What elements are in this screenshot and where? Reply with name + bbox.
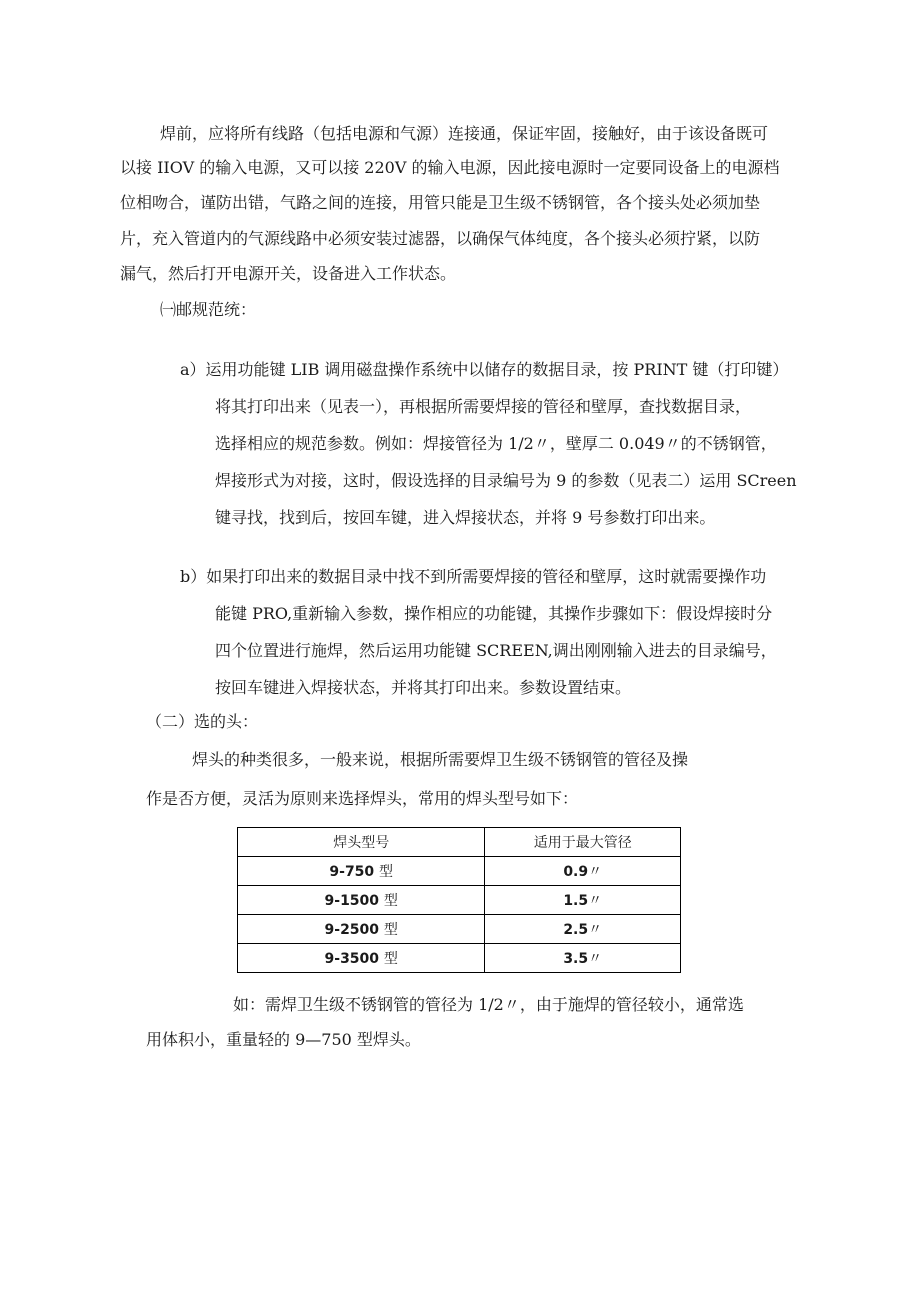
intro-line: 漏气，然后打开电源开关，设备进入工作状态。 [120,264,457,283]
item-a-line: 选择相应的规范参数。例如：焊接管径为 1/2〃，壁厚二 0.049〃的不锈钢管， [215,434,777,453]
section1-heading: ㈠邮规范统： [160,300,257,319]
pipe-cell: 3.5〃 [485,944,681,973]
pipe-cell: 2.5〃 [485,915,681,944]
section2-line: 焊头的种类很多，一般来说，根据所需要焊卫生级不锈钢管的管径及操 [192,750,689,769]
item-b-line: 四个位置进行施焊，然后运用功能键 SCREEN,调出刚刚输入进去的目录编号， [215,641,777,660]
item-b-line: 能键 PRO,重新输入参数，操作相应的功能键，其操作步骤如下：假设焊接时分 [215,604,773,623]
header-model: 焊头型号 [238,828,485,857]
model-cell: 9-1500 型 [238,886,485,915]
pipe-cell: 0.9〃 [485,857,681,886]
table-row [238,915,681,944]
section2-heading: （二）选的头： [146,712,259,731]
section2-line: 作是否方便，灵活为原则来选择焊头，常用的焊头型号如下： [146,789,579,808]
item-a-line: a）运用功能键 LIB 调用磁盘操作系统中以储存的数据目录，按 PRINT 键（打印键） [180,360,789,379]
table-header-row [238,828,681,857]
model-cell: 9-3500 型 [238,944,485,973]
item-b-line: b）如果打印出来的数据目录中找不到所需要焊接的管径和壁厚，这时就需要操作功 [180,567,767,586]
intro-line: 片，充入管道内的气源线路中必须安装过滤器，以确保气体纯度，各个接头必须拧紧，以防 [120,229,761,248]
table-row [238,857,681,886]
table-row [238,886,681,915]
item-a-line: 焊接形式为对接，这时，假设选择的目录编号为 9 的参数（见表二）运用 SCreen [215,471,797,490]
item-a-line: 将其打印出来（见表一），再根据所需要焊接的管径和壁厚，查找数据目录， [215,397,752,416]
intro-line: 位相吻合，谨防出错，气路之间的连接，用管只能是卫生级不锈钢管，各个接头处必须加垫 [120,193,761,212]
weld-head-table [237,827,681,973]
model-cell: 9-2500 型 [238,915,485,944]
item-b-line: 按回车键进入焊接状态，并将其打印出来。参数设置结束。 [215,678,632,697]
pipe-cell: 1.5〃 [485,886,681,915]
item-a-line: 键寻找，找到后，按回车键，进入焊接状态，并将 9 号参数打印出来。 [215,508,716,527]
intro-line: 以接 IIOV 的输入电源，又可以接 220V 的输入电源，因此接电源时一定要同设备上的电源档 [120,158,780,177]
conclusion-line: 如：需焊卫生级不锈钢管的管径为 1/2〃，由于施焊的管径较小，通常选 [233,995,744,1014]
model-cell: 9-750 型 [238,857,485,886]
header-max-pipe: 适用于最大管径 [485,828,681,857]
conclusion-line: 用体积小，重量轻的 9—750 型焊头。 [146,1030,421,1049]
intro-line: 焊前，应将所有线路（包括电源和气源）连接通，保证牢固，接触好，由于该设备既可 [160,124,769,143]
table-row [238,944,681,973]
